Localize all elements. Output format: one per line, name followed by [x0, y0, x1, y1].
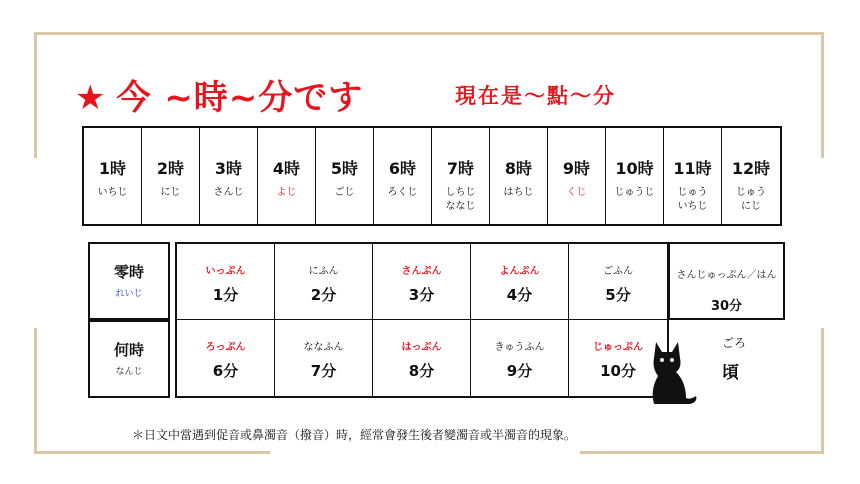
minute-cell: [373, 244, 471, 320]
minute-reading: にふん: [308, 266, 339, 277]
minute-value: 9分: [506, 362, 533, 380]
minute-cell: [569, 244, 667, 320]
minute-cell: [471, 320, 569, 396]
title-text: 今 ~時~分です: [116, 78, 364, 118]
hour-reading: さんじ: [213, 187, 244, 198]
minute-value: 4分: [506, 286, 533, 304]
minute-reading: はっぷん: [401, 342, 442, 353]
minute-value: 8分: [408, 362, 435, 380]
page-subtitle: 現在是～點～分: [455, 83, 616, 108]
hour-cell: [432, 128, 490, 224]
hour-cell: [84, 128, 142, 224]
hour-kanji: 9時: [562, 159, 591, 178]
hour-cell: [374, 128, 432, 224]
minute-cell: [177, 320, 275, 396]
minute-reading: よんぷん: [499, 266, 540, 277]
half-hour-reading: さんじゅっぷん／はん: [676, 270, 777, 281]
hour-kanji: 4時: [272, 159, 301, 178]
footnote: ＊日文中當遇到促音或鼻濁音（撥音）時，經常會發生後者變濁音或半濁音的現象。: [132, 428, 577, 442]
what-hour-kanji: 何時: [113, 341, 144, 359]
zero-hour-kanji: 零時: [113, 263, 144, 281]
page-title: [75, 70, 363, 119]
hour-reading: じゅう にじ: [736, 187, 766, 212]
frame-bottom-right: [580, 451, 824, 454]
hour-kanji: 7時: [446, 159, 475, 178]
minute-value: 3分: [408, 286, 435, 304]
frame-top-line: [34, 32, 824, 35]
hour-reading: にじ: [160, 187, 181, 198]
zero-hour-reading: れいじ: [115, 289, 143, 299]
hour-kanji: 3時: [214, 159, 243, 178]
hour-kanji: 8時: [504, 159, 533, 178]
hour-reading: くじ: [566, 187, 587, 198]
hour-kanji: 2時: [156, 159, 185, 178]
minute-reading: ななふん: [303, 342, 344, 353]
what-hour-reading: なんじ: [115, 367, 143, 377]
frame-right-lower: [821, 328, 824, 454]
hour-reading: はちじ: [503, 187, 534, 198]
hour-cell: [548, 128, 606, 224]
black-cat-icon: [646, 338, 698, 406]
hour-cell: [664, 128, 722, 224]
hour-cell: [606, 128, 664, 224]
half-hour-value: 30分: [710, 299, 743, 314]
hour-cell: [258, 128, 316, 224]
minute-value: 2分: [310, 286, 337, 304]
minute-cell: [373, 320, 471, 396]
minute-cell: [177, 244, 275, 320]
minute-value: 1分: [212, 286, 239, 304]
minute-cell: [471, 244, 569, 320]
hour-reading: よじ: [276, 187, 297, 198]
hour-cell: [142, 128, 200, 224]
hour-reading: じゅうじ: [614, 187, 655, 198]
goro-kanji: 頃: [722, 363, 739, 383]
hour-reading: ごじ: [334, 187, 355, 198]
hour-kanji: 6時: [388, 159, 417, 178]
goro-reading: ごろ: [722, 336, 747, 350]
hour-kanji: 11時: [673, 159, 712, 178]
hour-cell: [722, 128, 780, 224]
what-hour-box: [88, 320, 170, 398]
hour-kanji: 5時: [330, 159, 359, 178]
half-hour-box: [668, 242, 785, 320]
frame-right-upper: [821, 32, 824, 158]
hour-reading: しちじ ななじ: [445, 187, 476, 212]
frame-left-upper: [34, 32, 37, 158]
frame-bottom-left: [34, 451, 270, 454]
hour-cell: [316, 128, 374, 224]
hour-reading: ろくじ: [387, 187, 418, 198]
hour-kanji: 10時: [615, 159, 654, 178]
minute-reading: きゅうふん: [494, 342, 545, 353]
minute-reading: いっぷん: [205, 266, 246, 277]
minute-value: 7分: [310, 362, 337, 380]
minute-reading: さんぷん: [401, 266, 442, 277]
hour-cell: [200, 128, 258, 224]
minute-reading: ごふん: [603, 266, 633, 277]
star-icon: ★: [75, 78, 107, 118]
frame-left-lower: [34, 328, 37, 454]
minute-cell: [275, 244, 373, 320]
hour-cell: [490, 128, 548, 224]
hour-kanji: 1時: [98, 159, 127, 178]
hours-table: [82, 126, 782, 226]
minute-reading: ろっぷん: [205, 342, 246, 353]
minute-value: 10分: [600, 362, 636, 380]
zero-hour-box: [88, 242, 170, 320]
hour-reading: いちじ: [97, 187, 128, 198]
minute-value: 5分: [605, 286, 631, 304]
hour-kanji: 12時: [731, 159, 771, 178]
minutes-table: [175, 242, 669, 398]
minute-cell: [275, 320, 373, 396]
minute-value: 6分: [212, 362, 239, 380]
hour-reading: じゅう いちじ: [677, 187, 708, 212]
minute-reading: じゅっぷん: [593, 342, 643, 353]
